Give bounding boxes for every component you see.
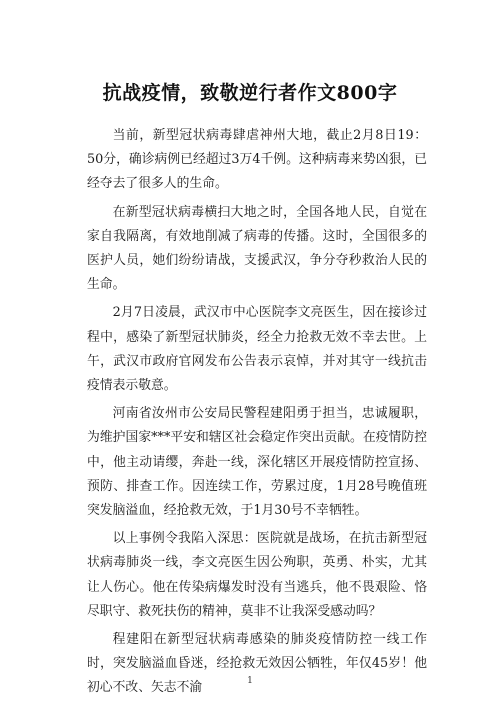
- paragraph: 河南省汝州市公安局民警程建阳勇于担当，忠诚履职，为维护国家***平安和辖区社会稳定作突出贡献。在疫情防控中，他主动请缨，奔赴一线，深化辖区开展疫情防控宣扬、预防、排查工作。因连续工作，劳累过度，1月28号晚值班突发脑溢血，经抢救无效，于1月30号不幸牺牲。: [87, 406, 427, 519]
- document-body: [87, 124, 427, 705]
- paragraph: 以上事例令我陷入深思：医院就是战场，在抗击新型冠状病毒肺炎一线，李文亮医生因公殉职，英勇、朴实，尤其让人伤心。他在传染病爆发时没有当逃兵，他不畏艰险、恪尽职守、救死扶伤的精神，莫非不让我深受感动吗？: [87, 531, 427, 619]
- paragraph: 当前，新型冠状病毒肆虐神州大地，截止2月8日19：50分，确诊病例已经超过3万4千例。这种病毒来势凶狠，已经夺去了很多人的生命。: [87, 128, 427, 192]
- page-number: 1: [247, 676, 253, 686]
- document-title: 抗战疫情，致敬逆行者作文800字: [102, 82, 398, 104]
- paragraph: 在新型冠状病毒横扫大地之时，全国各地人民，自觉在家自我隔离，有效地削减了病毒的传播。这时，全国很多的医护人员，她们纷纷请战，支援武汉，争分夺秒救治人民的生命。: [87, 204, 427, 293]
- paragraph: 程建阳在新型冠状病毒感染的肺炎疫情防控一线工作时，突发脑溢血昏迷，经抢救无效因公牺牲，年仅45岁！他初心不改、矢志不渝: [87, 632, 427, 696]
- paragraph: 2月7日凌晨，武汉市中心医院李文亮医生，因在接诊过程中，感染了新型冠状肺炎，经全力抢救无效不幸去世。上午，武汉市政府官网发布公告表示哀悼，并对其守一线抗击疫情表示敬意。: [87, 305, 427, 394]
